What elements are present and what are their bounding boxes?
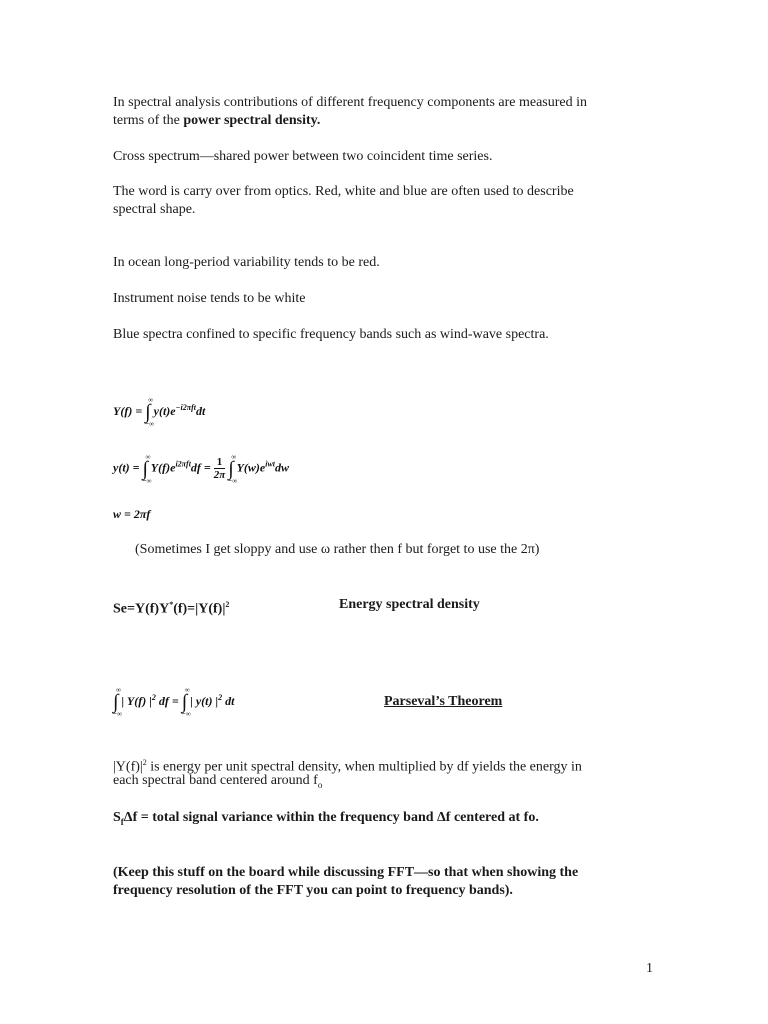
eq2-lhs: y(t) = (113, 460, 140, 475)
lower-limit: −∞ (113, 710, 122, 718)
parseval-right-square: 2 (218, 692, 223, 702)
upper-limit: ∞ (184, 686, 190, 694)
conjugate-superscript: * (169, 600, 174, 609)
integral-sign: ∫ ∞ −∞ (181, 686, 191, 718)
red-line: In ocean long-period variability tends to be red. (113, 255, 380, 270)
parseval-right: | y(t) | (190, 693, 219, 708)
esd-label: Energy spectral density (339, 597, 480, 612)
variance-text: Δf = total signal variance within the frequency band Δf centered at fo. (123, 810, 539, 825)
psd-term: power spectral density. (183, 113, 321, 128)
square-superscript: 2 (225, 600, 230, 609)
upper-limit: ∞ (116, 686, 121, 694)
board-note-line-2: frequency resolution of the FFT you can point to frequency bands). (113, 883, 513, 898)
cross-spectrum-line: Cross spectrum—shared power between two coincident time series. (113, 149, 493, 164)
angular-frequency-equation: w = 2πf (113, 507, 151, 521)
blue-line: Blue spectra confined to specific frequency bands such as wind-wave spectra. (113, 327, 549, 342)
optics-line-2: spectral shape. (113, 202, 196, 217)
sloppy-note: (Sometimes I get sloppy and use ω rather then f but forget to use the 2π) (135, 542, 540, 557)
parseval-mid: df = (158, 693, 179, 708)
lower-limit: −∞ (145, 420, 155, 428)
eq2-differential-2: dw (275, 460, 290, 475)
fraction-denominator: 2π (213, 469, 226, 481)
eq1-exponent: −i2πft (175, 402, 196, 412)
integral-sign: ∫ ∞ −∞ (145, 396, 155, 428)
esd-part-1: Se=Y(f)Y (113, 601, 170, 617)
board-note-line-1: (Keep this stuff on the board while discussing FFT—so that when showing the (113, 865, 579, 880)
parseval-label: Parseval’s Theorem (384, 694, 503, 709)
esd-part-2: (f)=|Y(f)| (173, 601, 226, 617)
fraction-numerator: 1 (214, 456, 226, 469)
inverse-transform-equation (113, 452, 290, 485)
lower-limit: −∞ (142, 476, 152, 485)
fourier-transform-equation (113, 396, 206, 428)
energy-text-2: each spectral band centered around f (113, 773, 318, 788)
integral-sign: ∫ ∞ −∞ (142, 452, 152, 485)
esd-formula (113, 596, 229, 619)
eq1-integrand: y(t)e (153, 403, 176, 418)
page-number: 1 (646, 961, 653, 976)
energy-term: |Y(f)| (113, 759, 143, 775)
variance-line (113, 809, 539, 831)
intro-line-2 (113, 112, 320, 130)
intro-line-1: In spectral analysis contributions of different frequency components are measured in (113, 95, 588, 110)
eq2-exponent-2: iwt (265, 459, 275, 469)
upper-limit: ∞ (145, 452, 151, 461)
parseval-end: dt (225, 693, 235, 708)
lower-limit: −∞ (228, 476, 238, 485)
integral-sign: ∫ ∞ −∞ (228, 452, 238, 485)
eq2-integrand-1: Y(f)e (150, 460, 176, 475)
optics-line-1: The word is carry over from optics. Red, white and blue are often used to describe (113, 184, 574, 199)
parseval-left-square: 2 (151, 692, 156, 702)
intro-text: terms of the (113, 113, 184, 128)
eq2-differential-1: df = (190, 460, 211, 475)
integral-sign: ∫ ∞ −∞ (113, 686, 122, 718)
energy-text: is energy per unit spectral density, when multiplied by df yields the energy in (146, 759, 582, 775)
upper-limit: ∞ (231, 452, 237, 461)
energy-square: 2 (142, 758, 147, 767)
fraction (214, 456, 226, 481)
eq2-integrand-2: Y(w)e (236, 460, 266, 475)
upper-limit: ∞ (148, 396, 154, 404)
eq1-lhs: Y(f) = (113, 403, 143, 418)
energy-line-2 (113, 772, 322, 794)
white-line: Instrument noise tends to be white (113, 291, 306, 306)
variance-s: S (113, 810, 121, 825)
parseval-equation (113, 686, 235, 718)
eq1-differential: dt (195, 403, 206, 418)
eq2-exponent-1: i2πft (175, 459, 191, 469)
lower-limit: −∞ (181, 710, 191, 718)
f-zero-subscript: o (317, 779, 323, 790)
variance-subscript: f (120, 816, 124, 827)
parseval-left: | Y(f) | (121, 693, 152, 708)
